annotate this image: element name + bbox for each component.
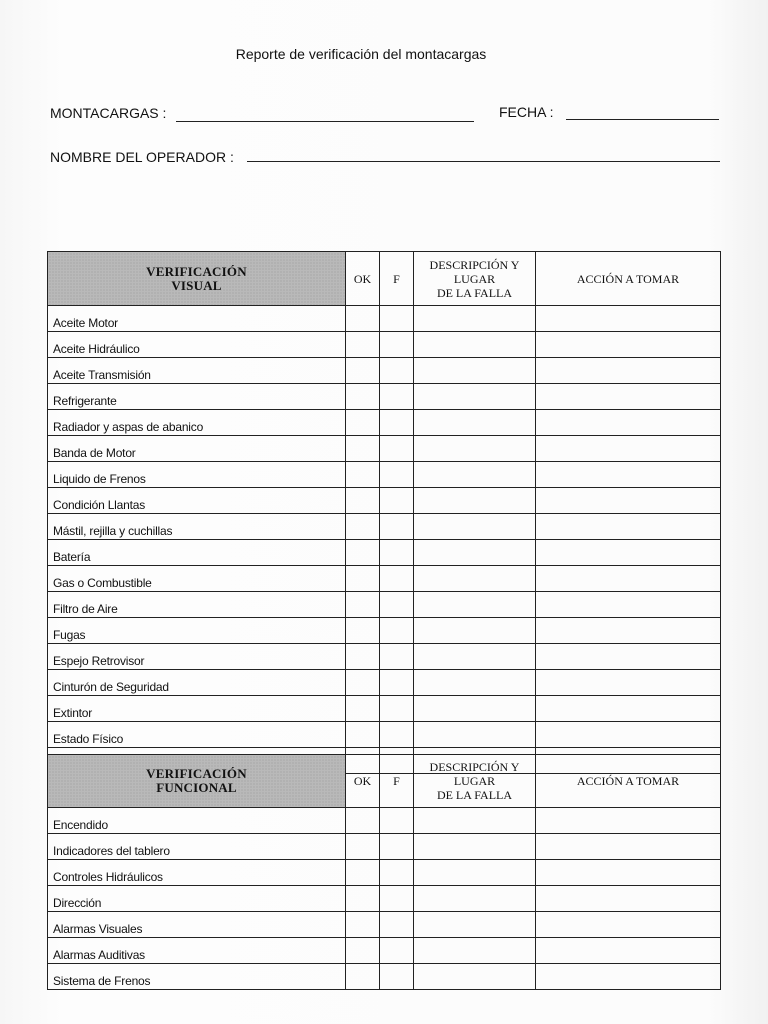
accion-cell[interactable] (536, 618, 721, 644)
descripcion-line1: DESCRIPCIÓN Y (429, 257, 520, 272)
ok-checkbox-cell[interactable] (346, 886, 380, 912)
f-checkbox-cell[interactable] (380, 306, 414, 332)
f-checkbox-cell[interactable] (380, 488, 414, 514)
f-checkbox-cell[interactable] (380, 436, 414, 462)
checklist-item-label: Batería (48, 540, 346, 566)
table-row (48, 306, 721, 332)
checklist-item-label: Banda de Motor (48, 436, 346, 462)
montacargas-field[interactable] (176, 121, 474, 122)
montacargas-label: MONTACARGAS : (50, 105, 167, 121)
ok-checkbox-cell[interactable] (346, 618, 380, 644)
f-checkbox-cell[interactable] (380, 722, 414, 748)
f-checkbox-cell[interactable] (380, 886, 414, 912)
accion-cell[interactable] (536, 488, 721, 514)
checklist-item-label: Controles Hidráulicos (48, 860, 346, 886)
descripcion-cell[interactable] (414, 886, 536, 912)
f-checkbox-cell[interactable] (380, 696, 414, 722)
checklist-item-label: Aceite Transmisión (48, 358, 346, 384)
ok-checkbox-cell[interactable] (346, 722, 380, 748)
f-checkbox-cell[interactable] (380, 566, 414, 592)
table-row (48, 384, 721, 410)
table-row (48, 462, 721, 488)
f-checkbox-cell[interactable] (380, 964, 414, 990)
table-row (48, 332, 721, 358)
ok-checkbox-cell[interactable] (346, 462, 380, 488)
checklist-item-label: Filtro de Aire (48, 592, 346, 618)
accion-cell[interactable] (536, 592, 721, 618)
checklist-item-label: Alarmas Visuales (48, 912, 346, 938)
descripcion-cell[interactable] (414, 912, 536, 938)
funcional-checklist-table (47, 754, 721, 990)
checklist-item-label: Refrigerante (48, 384, 346, 410)
table-row (48, 592, 721, 618)
ok-checkbox-cell[interactable] (346, 410, 380, 436)
f-checkbox-cell[interactable] (380, 834, 414, 860)
ok-checkbox-cell[interactable] (346, 436, 380, 462)
f-checkbox-cell[interactable] (380, 410, 414, 436)
ok-checkbox-cell[interactable] (346, 358, 380, 384)
fecha-field[interactable] (566, 119, 719, 120)
ok-checkbox-cell[interactable] (346, 834, 380, 860)
ok-checkbox-cell[interactable] (346, 514, 380, 540)
accion-cell[interactable] (536, 860, 721, 886)
ok-checkbox-cell[interactable] (346, 644, 380, 670)
accion-cell[interactable] (536, 410, 721, 436)
table-row (48, 886, 721, 912)
ok-checkbox-cell[interactable] (346, 384, 380, 410)
checklist-item-label: Radiador y aspas de abanico (48, 410, 346, 436)
descripcion-cell[interactable] (414, 964, 536, 990)
accion-cell[interactable] (536, 306, 721, 332)
checklist-item-label: Indicadores del tablero (48, 834, 346, 860)
accion-cell[interactable] (536, 566, 721, 592)
checklist-item-label: Aceite Hidráulico (48, 332, 346, 358)
funcional-table-body (48, 808, 721, 990)
checklist-item-label: Sistema de Frenos (48, 964, 346, 990)
table-row (48, 834, 721, 860)
fecha-label: FECHA : (499, 104, 554, 120)
table-row (48, 540, 721, 566)
accion-cell[interactable] (536, 808, 721, 834)
ok-checkbox-cell[interactable] (346, 912, 380, 938)
table-row (48, 410, 721, 436)
ok-checkbox-cell[interactable] (346, 808, 380, 834)
descripcion-line2: LUGAR (453, 271, 496, 286)
accion-cell[interactable] (536, 670, 721, 696)
descripcion-column-header (414, 755, 536, 808)
f-checkbox-cell[interactable] (380, 358, 414, 384)
descripcion-cell[interactable] (414, 722, 536, 748)
f-column-header: F (380, 755, 414, 808)
checklist-item-label: Mástil, rejilla y cuchillas (48, 514, 346, 540)
table-row (48, 912, 721, 938)
accion-cell[interactable] (536, 834, 721, 860)
descripcion-cell[interactable] (414, 808, 536, 834)
table-row (48, 670, 721, 696)
accion-cell[interactable] (536, 912, 721, 938)
accion-cell[interactable] (536, 436, 721, 462)
descripcion-cell[interactable] (414, 384, 536, 410)
descripcion-cell[interactable] (414, 860, 536, 886)
table-row (48, 358, 721, 384)
f-checkbox-cell[interactable] (380, 670, 414, 696)
checklist-item-label: Estado Físico (48, 722, 346, 748)
f-checkbox-cell[interactable] (380, 462, 414, 488)
ok-checkbox-cell[interactable] (346, 670, 380, 696)
descripcion-line2: LUGAR (453, 774, 496, 788)
visual-header-line1: VERIFICACIÓN (146, 263, 247, 279)
descripcion-line3: DE LA FALLA (436, 285, 513, 300)
descripcion-cell[interactable] (414, 436, 536, 462)
f-checkbox-cell[interactable] (380, 540, 414, 566)
ok-checkbox-cell[interactable] (346, 566, 380, 592)
visual-section-header (48, 252, 346, 306)
checklist-item-label: Condición Llantas (48, 488, 346, 514)
f-checkbox-cell[interactable] (380, 592, 414, 618)
operador-label: NOMBRE DEL OPERADOR : (50, 149, 234, 165)
accion-cell[interactable] (536, 540, 721, 566)
descripcion-cell[interactable] (414, 462, 536, 488)
descripcion-cell[interactable] (414, 306, 536, 332)
ok-checkbox-cell[interactable] (346, 938, 380, 964)
checklist-item-label: Alarmas Auditivas (48, 938, 346, 964)
ok-column-header: OK (346, 755, 380, 808)
checklist-item-label: Liquido de Frenos (48, 462, 346, 488)
table-row (48, 644, 721, 670)
descripcion-cell[interactable] (414, 566, 536, 592)
f-checkbox-cell[interactable] (380, 938, 414, 964)
checklist-item-label: Cinturón de Seguridad (48, 670, 346, 696)
descripcion-line1: DESCRIPCIÓN Y (429, 760, 520, 774)
visual-checklist-table (47, 251, 721, 774)
funcional-header-line1: VERIFICACIÓN (146, 766, 247, 781)
descripcion-cell[interactable] (414, 540, 536, 566)
accion-cell[interactable] (536, 384, 721, 410)
accion-cell[interactable] (536, 696, 721, 722)
ok-checkbox-cell[interactable] (346, 306, 380, 332)
page-title: Reporte de verificación del montacargas (235, 46, 487, 62)
checklist-item-label: Aceite Motor (48, 306, 346, 332)
descripcion-cell[interactable] (414, 834, 536, 860)
ok-checkbox-cell[interactable] (346, 332, 380, 358)
accion-cell[interactable] (536, 644, 721, 670)
f-column-header: F (380, 252, 414, 306)
descripcion-cell[interactable] (414, 670, 536, 696)
f-checkbox-cell[interactable] (380, 618, 414, 644)
operador-field[interactable] (247, 161, 720, 162)
ok-checkbox-cell[interactable] (346, 488, 380, 514)
descripcion-column-header (414, 252, 536, 306)
table-row (48, 722, 721, 748)
f-checkbox-cell[interactable] (380, 860, 414, 886)
accion-cell[interactable] (536, 886, 721, 912)
visual-header-row (48, 252, 721, 306)
table-row (48, 514, 721, 540)
descripcion-cell[interactable] (414, 592, 536, 618)
ok-checkbox-cell[interactable] (346, 860, 380, 886)
visual-header-line2: VISUAL (171, 277, 222, 293)
accion-cell[interactable] (536, 332, 721, 358)
descripcion-cell[interactable] (414, 514, 536, 540)
table-row (48, 808, 721, 834)
descripcion-line3: DE LA FALLA (436, 788, 513, 802)
funcional-section-header (48, 755, 346, 808)
descripcion-cell[interactable] (414, 938, 536, 964)
f-checkbox-cell[interactable] (380, 808, 414, 834)
f-checkbox-cell[interactable] (380, 514, 414, 540)
ok-checkbox-cell[interactable] (346, 964, 380, 990)
table-row (48, 618, 721, 644)
accion-cell[interactable] (536, 358, 721, 384)
checklist-item-label: Fugas (48, 618, 346, 644)
ok-column-header: OK (346, 252, 380, 306)
checklist-item-label: Dirección (48, 886, 346, 912)
f-checkbox-cell[interactable] (380, 384, 414, 410)
funcional-header-row (48, 755, 721, 808)
table-row (48, 488, 721, 514)
accion-cell[interactable] (536, 722, 721, 748)
f-checkbox-cell[interactable] (380, 912, 414, 938)
funcional-header-line2: FUNCIONAL (156, 780, 237, 795)
descripcion-cell[interactable] (414, 644, 536, 670)
descripcion-cell[interactable] (414, 696, 536, 722)
checklist-item-label: Encendido (48, 808, 346, 834)
descripcion-cell[interactable] (414, 618, 536, 644)
ok-checkbox-cell[interactable] (346, 540, 380, 566)
f-checkbox-cell[interactable] (380, 332, 414, 358)
ok-checkbox-cell[interactable] (346, 696, 380, 722)
accion-column-header: ACCIÓN A TOMAR (536, 252, 721, 306)
checklist-item-label: Espejo Retrovisor (48, 644, 346, 670)
table-row (48, 938, 721, 964)
ok-checkbox-cell[interactable] (346, 592, 380, 618)
accion-cell[interactable] (536, 938, 721, 964)
descripcion-cell[interactable] (414, 410, 536, 436)
table-row (48, 696, 721, 722)
accion-cell[interactable] (536, 514, 721, 540)
accion-column-header: ACCIÓN A TOMAR (536, 755, 721, 808)
table-row (48, 964, 721, 990)
visual-table-body (48, 306, 721, 774)
f-checkbox-cell[interactable] (380, 644, 414, 670)
descripcion-cell[interactable] (414, 332, 536, 358)
accion-cell[interactable] (536, 462, 721, 488)
accion-cell[interactable] (536, 964, 721, 990)
checklist-item-label: Gas o Combustible (48, 566, 346, 592)
descripcion-cell[interactable] (414, 488, 536, 514)
table-row (48, 436, 721, 462)
descripcion-cell[interactable] (414, 358, 536, 384)
table-row (48, 566, 721, 592)
table-row (48, 860, 721, 886)
checklist-item-label: Extintor (48, 696, 346, 722)
